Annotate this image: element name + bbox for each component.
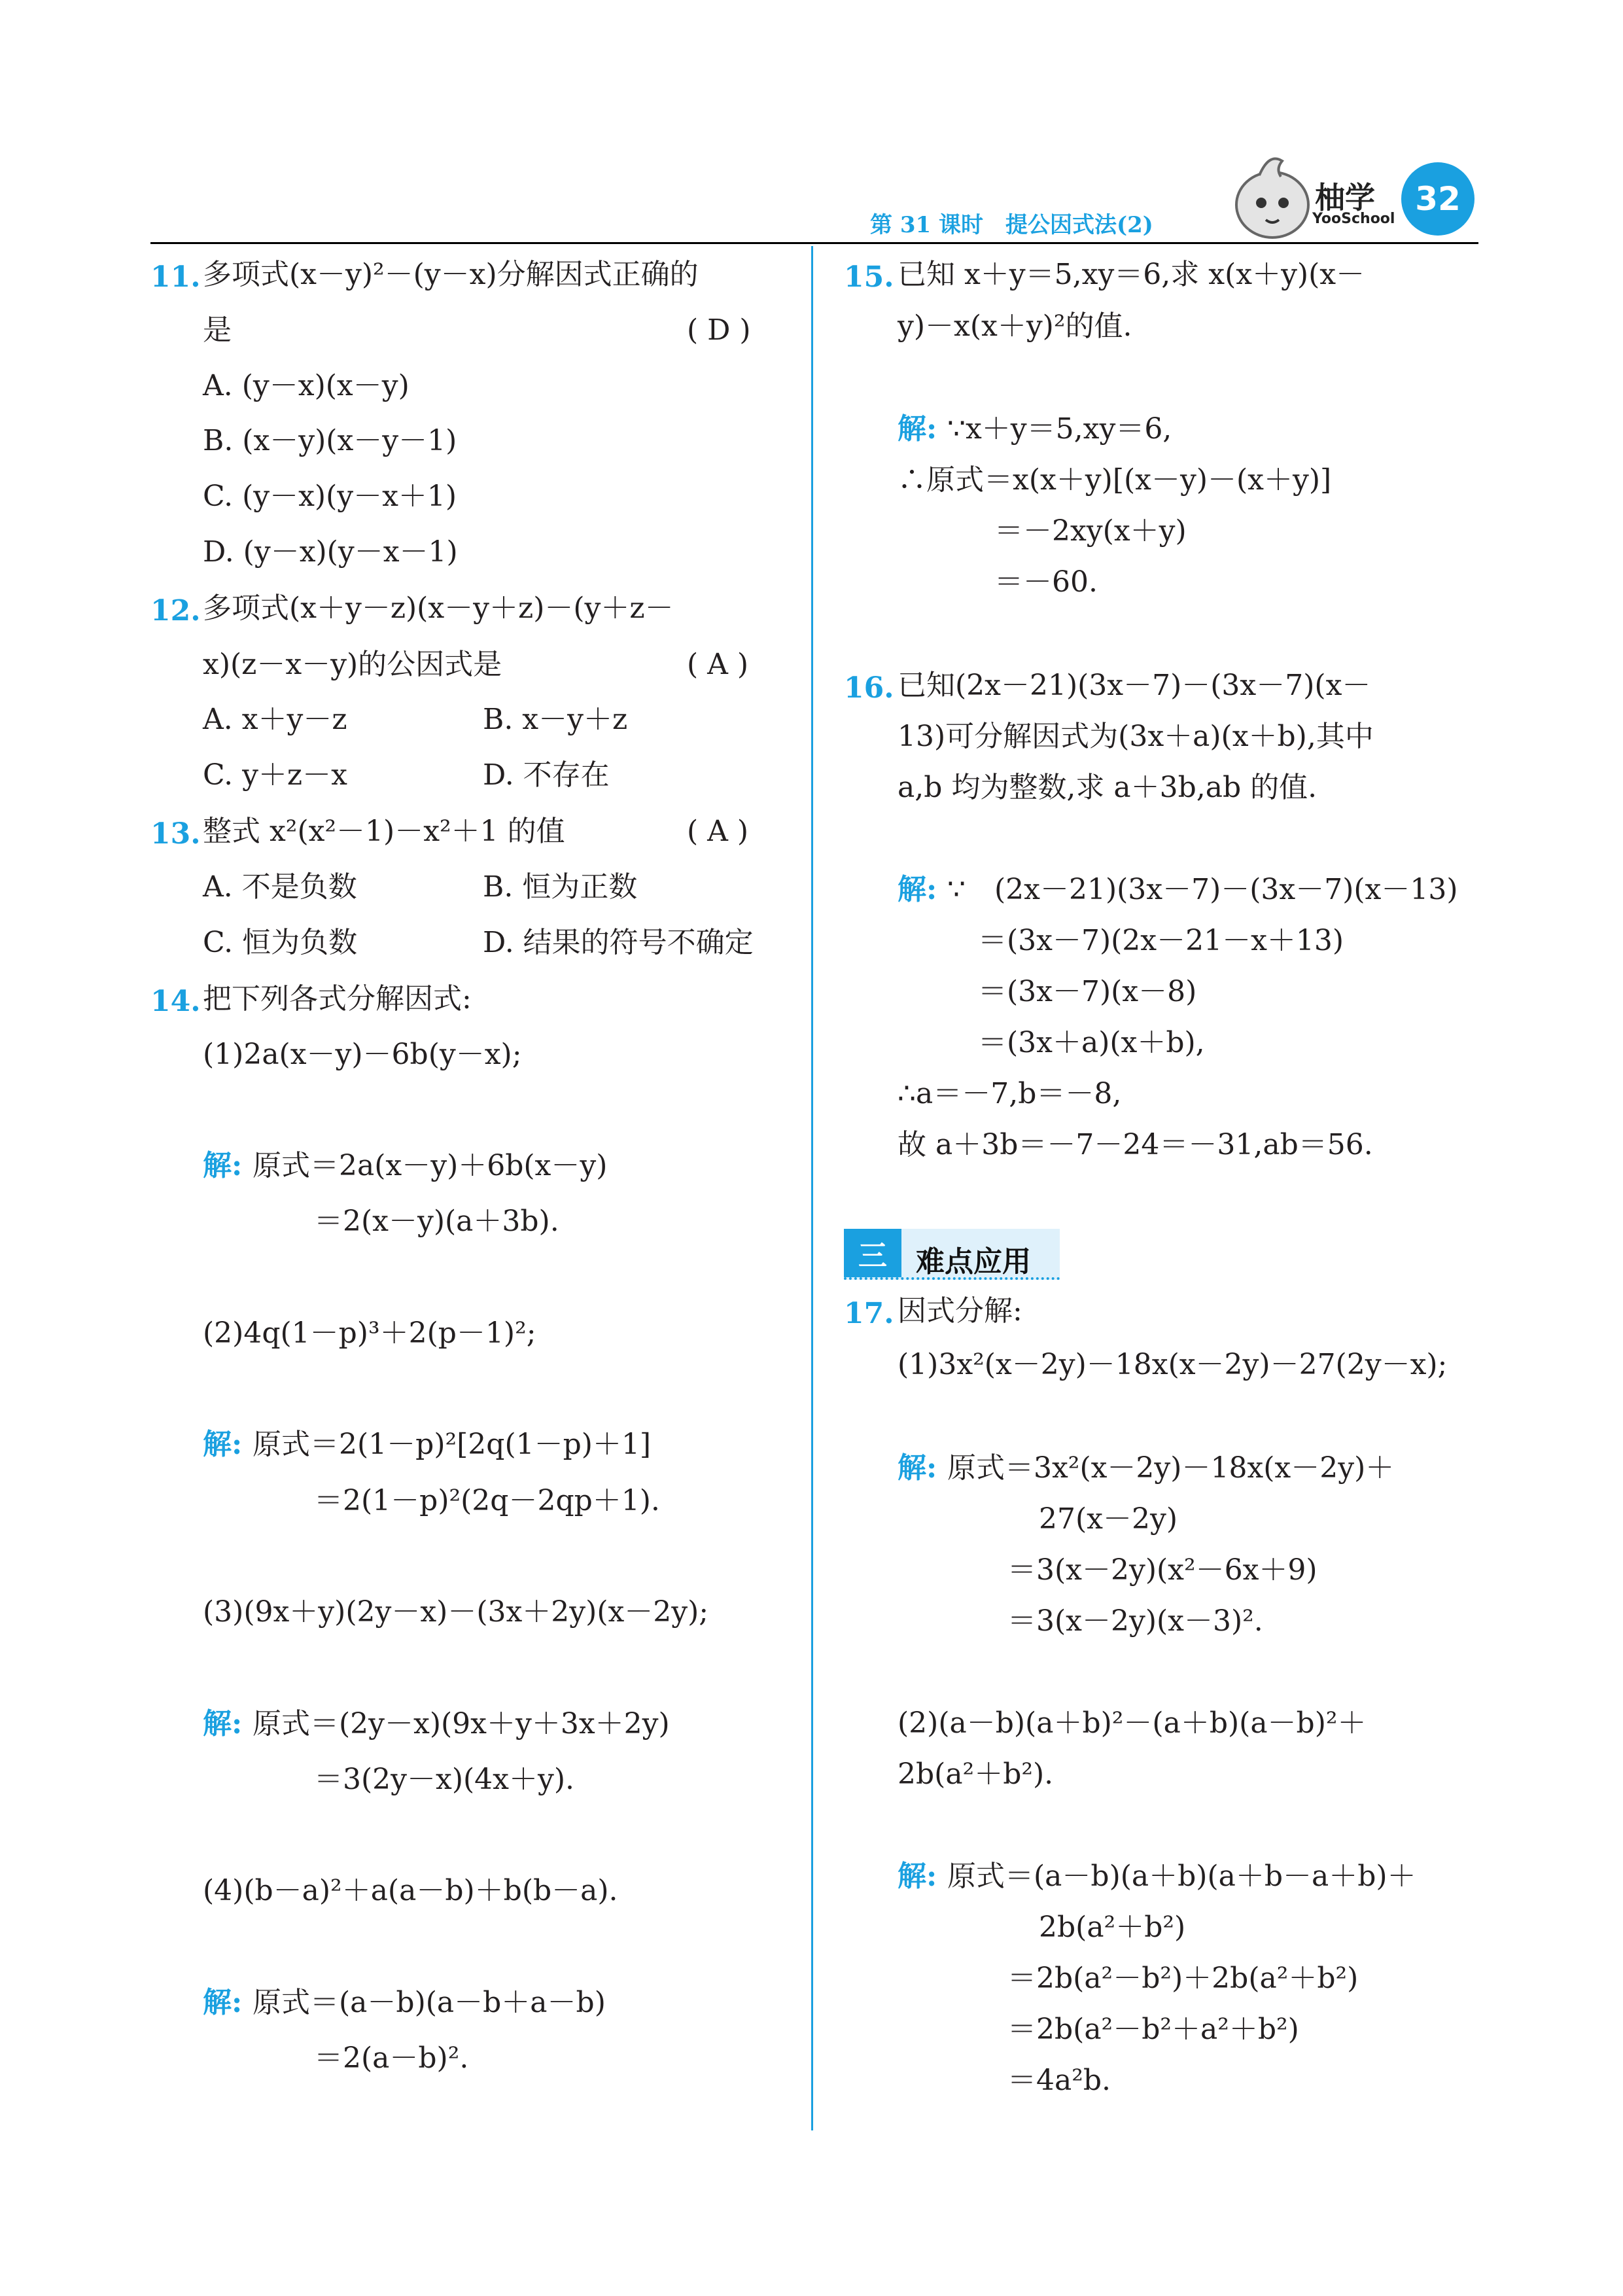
- sub-problem: 2b(a²＋b²).: [898, 1757, 1054, 1791]
- solution-label: 解:: [203, 1428, 243, 1461]
- option-a: A. 不是负数: [203, 870, 357, 904]
- question-text: y)－x(x＋y)²的值.: [898, 309, 1132, 343]
- header-rule: [150, 242, 1478, 244]
- solution-line: ＝2(x－y)(a＋3b).: [314, 1205, 559, 1238]
- solution-line: ＝4a²b.: [1007, 2064, 1111, 2097]
- page-number-badge: 32: [1401, 162, 1475, 236]
- question-number: 12.: [150, 594, 201, 627]
- solution-line: ＝(3x＋a)(x＋b),: [978, 1026, 1205, 1059]
- section-number: 三: [844, 1229, 901, 1277]
- solution-line: 故 a＋3b＝－7－24＝－31,ab＝56.: [898, 1128, 1373, 1161]
- solution-line: ＝(3x－7)(2x－21－x＋13): [978, 924, 1344, 957]
- option-a: A. (y－x)(x－y): [203, 369, 410, 402]
- solution-line: 原式＝2(1－p)²[2q(1－p)＋1]: [253, 1428, 652, 1461]
- solution-line: 原式＝(a－b)(a＋b)(a＋b－a＋b)＋: [947, 1860, 1416, 1893]
- solution-line: ∴原式＝x(x＋y)[(x－y)－(x＋y)]: [898, 463, 1332, 497]
- brand-sub: YooSchool: [1312, 211, 1395, 227]
- solution-label: 解:: [203, 1149, 243, 1182]
- solution-line: ＝－2xy(x＋y): [994, 514, 1187, 548]
- question-text: 已知 x＋y＝5,xy＝6,求 x(x＋y)(x－: [898, 258, 1365, 291]
- solution-line: ∵ (2x－21)(3x－7)－(3x－7)(x－13): [947, 873, 1458, 906]
- option-b: B. x－y＋z: [483, 703, 628, 736]
- solution-line: ＝2(1－p)²(2q－2qp＋1).: [314, 1484, 660, 1517]
- question-number: 11.: [150, 260, 201, 294]
- solution-label: 解:: [898, 412, 937, 446]
- option-c: C. (y－x)(y－x＋1): [203, 480, 457, 513]
- solution-line: ＝3(x－2y)(x²－6x＋9): [1007, 1553, 1318, 1587]
- option-c: C. y＋z－x: [203, 758, 347, 792]
- solution-line: ＝3(x－2y)(x－3)².: [1007, 1604, 1263, 1638]
- sub-problem: (4)(b－a)²＋a(a－b)＋b(b－a).: [203, 1874, 618, 1907]
- sub-problem: (2)(a－b)(a＋b)²－(a＋b)(a－b)²＋: [898, 1706, 1367, 1740]
- question-text: 多项式(x＋y－z)(x－y＋z)－(y＋z－: [203, 592, 674, 625]
- solution-label: 解:: [203, 1986, 243, 2019]
- answer-bracket: ( D ): [687, 313, 751, 347]
- option-d: D. (y－x)(y－x－1): [203, 535, 458, 569]
- solution-line: 原式＝2a(x－y)＋6b(x－y): [253, 1149, 608, 1182]
- section-header: [844, 1229, 1060, 1280]
- solution-line: ＝2b(a²－b²＋a²＋b²): [1007, 2013, 1299, 2046]
- solution-label: 解:: [898, 1860, 937, 1893]
- option-a: A. x＋y－z: [203, 703, 347, 736]
- solution-line: 原式＝3x²(x－2y)－18x(x－2y)＋: [947, 1451, 1395, 1485]
- question-text: 因式分解:: [898, 1294, 1022, 1328]
- question-text: 多项式(x－y)²－(y－x)分解因式正确的: [203, 258, 699, 291]
- option-d: D. 不存在: [483, 758, 610, 792]
- question-text: x)(z－x－y)的公因式是: [203, 648, 502, 681]
- sub-problem: (2)4q(1－p)³＋2(p－1)²;: [203, 1316, 536, 1350]
- solution-line: ∴a＝－7,b＝－8,: [898, 1077, 1122, 1110]
- sub-problem: (1)2a(x－y)－6b(y－x);: [203, 1038, 522, 1071]
- question-text: a,b 均为整数,求 a＋3b,ab 的值.: [898, 771, 1318, 804]
- solution-label: 解:: [898, 873, 937, 906]
- option-b: B. 恒为正数: [483, 870, 638, 904]
- solution-line: 原式＝(a－b)(a－b＋a－b): [253, 1986, 606, 2019]
- section-title: 难点应用: [916, 1245, 1031, 1279]
- solution-line: ＝2(a－b)².: [314, 2041, 469, 2075]
- solution-label: 解:: [203, 1707, 243, 1740]
- solution-line: ＝(3x－7)(x－8): [978, 975, 1197, 1008]
- solution-line: 2b(a²＋b²): [1039, 1911, 1186, 1944]
- question-text: 把下列各式分解因式:: [203, 982, 472, 1016]
- mascot-icon: [1230, 149, 1315, 241]
- question-text: 是: [203, 313, 232, 347]
- question-number: 13.: [150, 817, 201, 851]
- question-number: 14.: [150, 985, 201, 1018]
- lesson-title: 第 31 课时 提公因式法(2): [870, 212, 1153, 238]
- sub-problem: (1)3x²(x－2y)－18x(x－2y)－27(2y－x);: [898, 1348, 1448, 1381]
- answer-bracket: ( A ): [687, 815, 749, 848]
- brand-name: 柚学: [1315, 180, 1375, 215]
- option-c: C. 恒为负数: [203, 926, 358, 959]
- column-divider: [811, 246, 813, 2130]
- question-text: 13)可分解因式为(3x＋a)(x＋b),其中: [898, 720, 1374, 753]
- option-d: D. 结果的符号不确定: [483, 926, 754, 959]
- solution-line: ＝－60.: [994, 565, 1098, 599]
- question-text: 已知(2x－21)(3x－7)－(3x－7)(x－: [898, 669, 1371, 702]
- sub-problem: (3)(9x＋y)(2y－x)－(3x＋2y)(x－2y);: [203, 1595, 709, 1629]
- question-number: 17.: [844, 1297, 894, 1330]
- option-b: B. (x－y)(x－y－1): [203, 424, 457, 457]
- answer-bracket: ( A ): [687, 648, 749, 681]
- solution-line: ＝2b(a²－b²)＋2b(a²＋b²): [1007, 1962, 1359, 1995]
- solution-line: 27(x－2y): [1039, 1502, 1178, 1536]
- solution-line: ∵x＋y＝5,xy＝6,: [947, 412, 1172, 446]
- solution-line: 原式＝(2y－x)(9x＋y＋3x＋2y): [253, 1707, 670, 1740]
- question-text: 整式 x²(x²－1)－x²＋1 的值: [203, 815, 565, 848]
- question-number: 16.: [844, 671, 894, 705]
- solution-label: 解:: [898, 1451, 937, 1485]
- solution-line: ＝3(2y－x)(4x＋y).: [314, 1763, 574, 1796]
- question-number: 15.: [844, 260, 894, 294]
